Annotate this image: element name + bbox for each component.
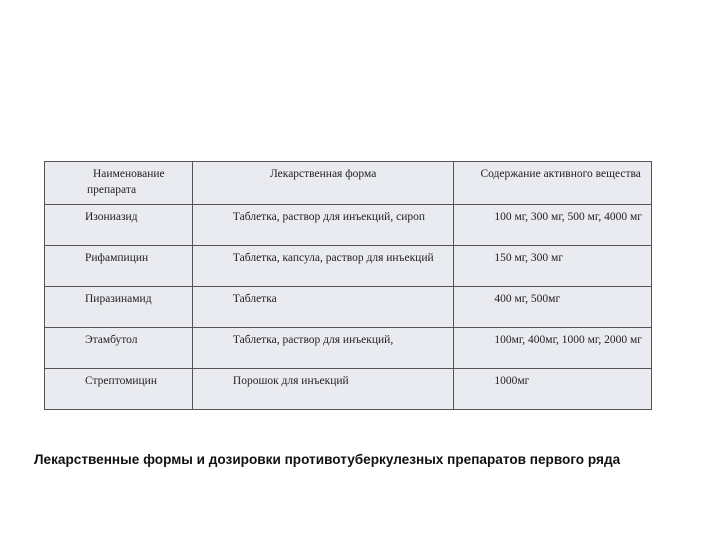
table-caption: Лекарственные формы и дозировки противотуберкулезных препаратов первого ряда bbox=[34, 452, 621, 467]
table-row bbox=[45, 328, 652, 369]
table-row bbox=[45, 369, 652, 410]
cell-dose: 400 мг, 500мг bbox=[454, 287, 652, 328]
table-row bbox=[45, 205, 652, 246]
cell-dose: 1000мг bbox=[454, 369, 652, 410]
table-row bbox=[45, 246, 652, 287]
cell-name: Стрептомицин bbox=[45, 369, 193, 410]
cell-name: Этамбутол bbox=[45, 328, 193, 369]
cell-form: Таблетка bbox=[192, 287, 453, 328]
cell-form: Таблетка, капсула, раствор для инъекций bbox=[192, 246, 453, 287]
cell-name: Пиразинамид bbox=[45, 287, 193, 328]
table-row bbox=[45, 287, 652, 328]
cell-form: Таблетка, раствор для инъекций, сироп bbox=[192, 205, 453, 246]
cell-name: Рифампицин bbox=[45, 246, 193, 287]
cell-dose: 150 мг, 300 мг bbox=[454, 246, 652, 287]
cell-form: Порошок для инъекций bbox=[192, 369, 453, 410]
header-name: Наименование препарата bbox=[45, 162, 193, 205]
header-content: Содержание активного вещества bbox=[454, 162, 652, 205]
cell-name: Изониазид bbox=[45, 205, 193, 246]
cell-form: Таблетка, раствор для инъекций, bbox=[192, 328, 453, 369]
table-header-row bbox=[45, 162, 652, 205]
cell-dose: 100 мг, 300 мг, 500 мг, 4000 мг bbox=[454, 205, 652, 246]
drug-table bbox=[44, 161, 652, 410]
header-form: Лекарственная форма bbox=[192, 162, 453, 205]
cell-dose: 100мг, 400мг, 1000 мг, 2000 мг bbox=[454, 328, 652, 369]
